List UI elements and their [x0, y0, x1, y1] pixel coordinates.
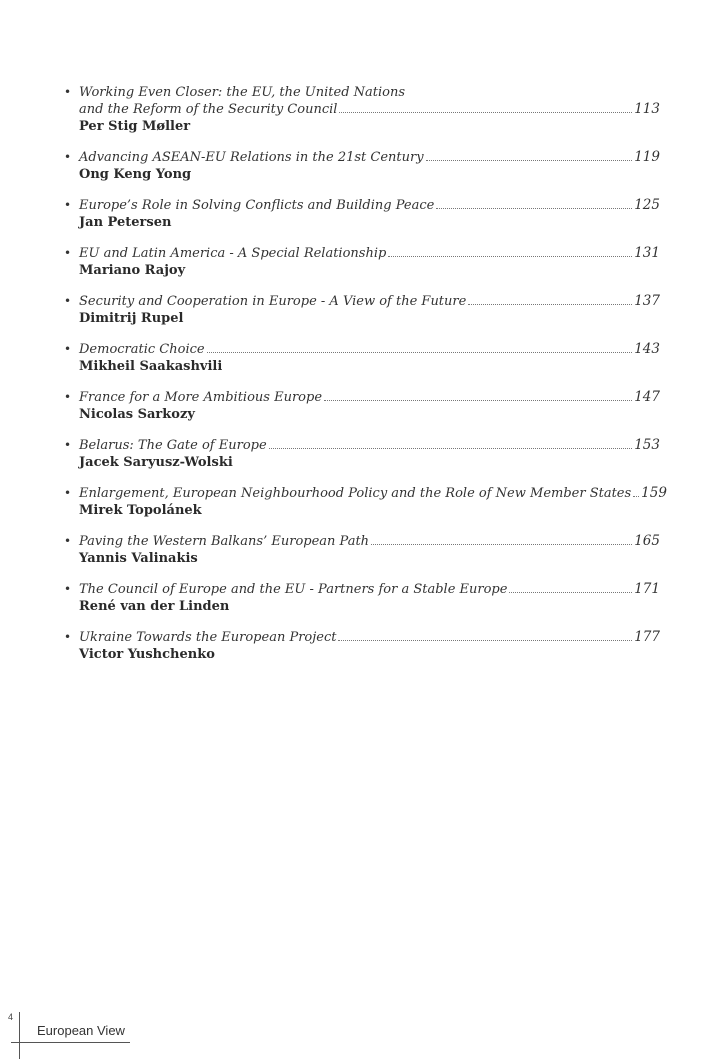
page-number: 4 — [8, 1012, 14, 1022]
toc-title-line — [64, 245, 660, 262]
toc-author: Mirek Topolánek — [79, 503, 202, 518]
footer-vertical-rule — [19, 1012, 20, 1059]
dot-leader — [468, 304, 632, 305]
dot-leader — [388, 256, 632, 257]
toc-page-number: 125 — [634, 197, 660, 213]
bullet-icon: • — [64, 438, 72, 452]
toc-title-line — [64, 533, 660, 550]
toc-entry — [64, 629, 660, 663]
bullet-icon: • — [64, 582, 72, 596]
toc-entry — [64, 197, 660, 231]
dot-leader — [436, 208, 632, 209]
toc-title: Paving the Western Balkans’ European Path — [79, 534, 370, 549]
toc-entry — [64, 533, 660, 567]
toc-title: Advancing ASEAN-EU Relations in the 21st Century — [79, 150, 424, 165]
dot-leader — [339, 112, 632, 113]
bullet-icon: • — [64, 198, 72, 212]
toc-entry — [64, 581, 660, 615]
toc-title: and the Reform of the Security Council — [79, 102, 338, 117]
toc-title-line — [64, 101, 660, 118]
table-of-contents — [64, 84, 667, 677]
toc-entry — [64, 293, 660, 327]
toc-title-line — [64, 197, 660, 214]
toc-entry — [64, 149, 660, 183]
toc-entry — [64, 485, 667, 519]
bullet-icon: • — [64, 534, 72, 548]
toc-title-line — [64, 437, 660, 454]
dot-leader — [207, 352, 633, 353]
dot-leader — [371, 544, 632, 545]
page-footer — [0, 1006, 140, 1059]
dot-leader — [426, 160, 633, 161]
toc-page-number: 113 — [634, 101, 660, 117]
toc-page-number: 137 — [634, 293, 660, 309]
dot-leader — [509, 592, 632, 593]
toc-page-number: 153 — [634, 437, 660, 453]
bullet-icon: • — [64, 342, 72, 356]
toc-author: René van der Linden — [79, 599, 230, 614]
toc-page-number: 143 — [634, 341, 660, 357]
toc-title-line — [64, 629, 660, 646]
toc-author: Ong Keng Yong — [79, 167, 192, 182]
toc-author: Per Stig Møller — [79, 119, 191, 134]
toc-author: Victor Yushchenko — [79, 647, 215, 662]
toc-title: Belarus: The Gate of Europe — [79, 438, 267, 453]
dot-leader — [338, 640, 632, 641]
toc-page-number: 131 — [634, 245, 660, 261]
toc-title-line — [64, 341, 660, 358]
publication-name: European View — [37, 1023, 125, 1038]
toc-author: Jacek Saryusz-Wolski — [79, 455, 233, 470]
toc-entry — [64, 341, 660, 375]
footer-horizontal-rule — [11, 1042, 130, 1043]
bullet-icon: • — [64, 246, 72, 260]
toc-author: Jan Petersen — [79, 215, 172, 230]
toc-title: The Council of Europe and the EU - Partners for a Stable Europe — [79, 582, 508, 597]
toc-author: Dimitrij Rupel — [79, 311, 184, 326]
toc-author: Yannis Valinakis — [79, 551, 198, 566]
toc-entry — [64, 84, 660, 135]
dot-leader — [269, 448, 633, 449]
toc-page-number: 177 — [634, 629, 660, 645]
toc-title: EU and Latin America - A Special Relationship — [79, 246, 387, 261]
toc-title-line — [64, 581, 660, 598]
bullet-icon: • — [64, 630, 72, 644]
toc-entry — [64, 437, 660, 471]
toc-page-number: 119 — [634, 149, 660, 165]
toc-entry — [64, 389, 660, 423]
toc-title: Democratic Choice — [79, 342, 205, 357]
toc-author: Mikheil Saakashvili — [79, 359, 223, 374]
bullet-icon: • — [64, 294, 72, 308]
dot-leader — [324, 400, 632, 401]
toc-title: Security and Cooperation in Europe - A View of the Future — [79, 294, 467, 309]
toc-title: Working Even Closer: the EU, the United Nations — [79, 85, 406, 100]
toc-title: Enlargement, European Neighbourhood Policy and the Role of New Member States — [79, 486, 632, 501]
toc-page-number: 147 — [634, 389, 660, 405]
dot-leader — [633, 496, 639, 497]
toc-page-number: 171 — [634, 581, 660, 597]
bullet-icon: • — [64, 85, 72, 99]
bullet-icon: • — [64, 390, 72, 404]
toc-author: Mariano Rajoy — [79, 263, 186, 278]
toc-title: Ukraine Towards the European Project — [79, 630, 337, 645]
toc-title-line — [64, 389, 660, 406]
toc-entry — [64, 245, 660, 279]
toc-title-line — [64, 485, 667, 502]
toc-page-number: 159 — [641, 485, 667, 501]
toc-title-line — [64, 149, 660, 166]
bullet-icon: • — [64, 486, 72, 500]
toc-author: Nicolas Sarkozy — [79, 407, 195, 422]
toc-title: France for a More Ambitious Europe — [79, 390, 323, 405]
toc-title-line — [64, 84, 660, 101]
toc-page-number: 165 — [634, 533, 660, 549]
bullet-icon: • — [64, 150, 72, 164]
toc-title: Europe’s Role in Solving Conflicts and Building Peace — [79, 198, 435, 213]
toc-title-line — [64, 293, 660, 310]
